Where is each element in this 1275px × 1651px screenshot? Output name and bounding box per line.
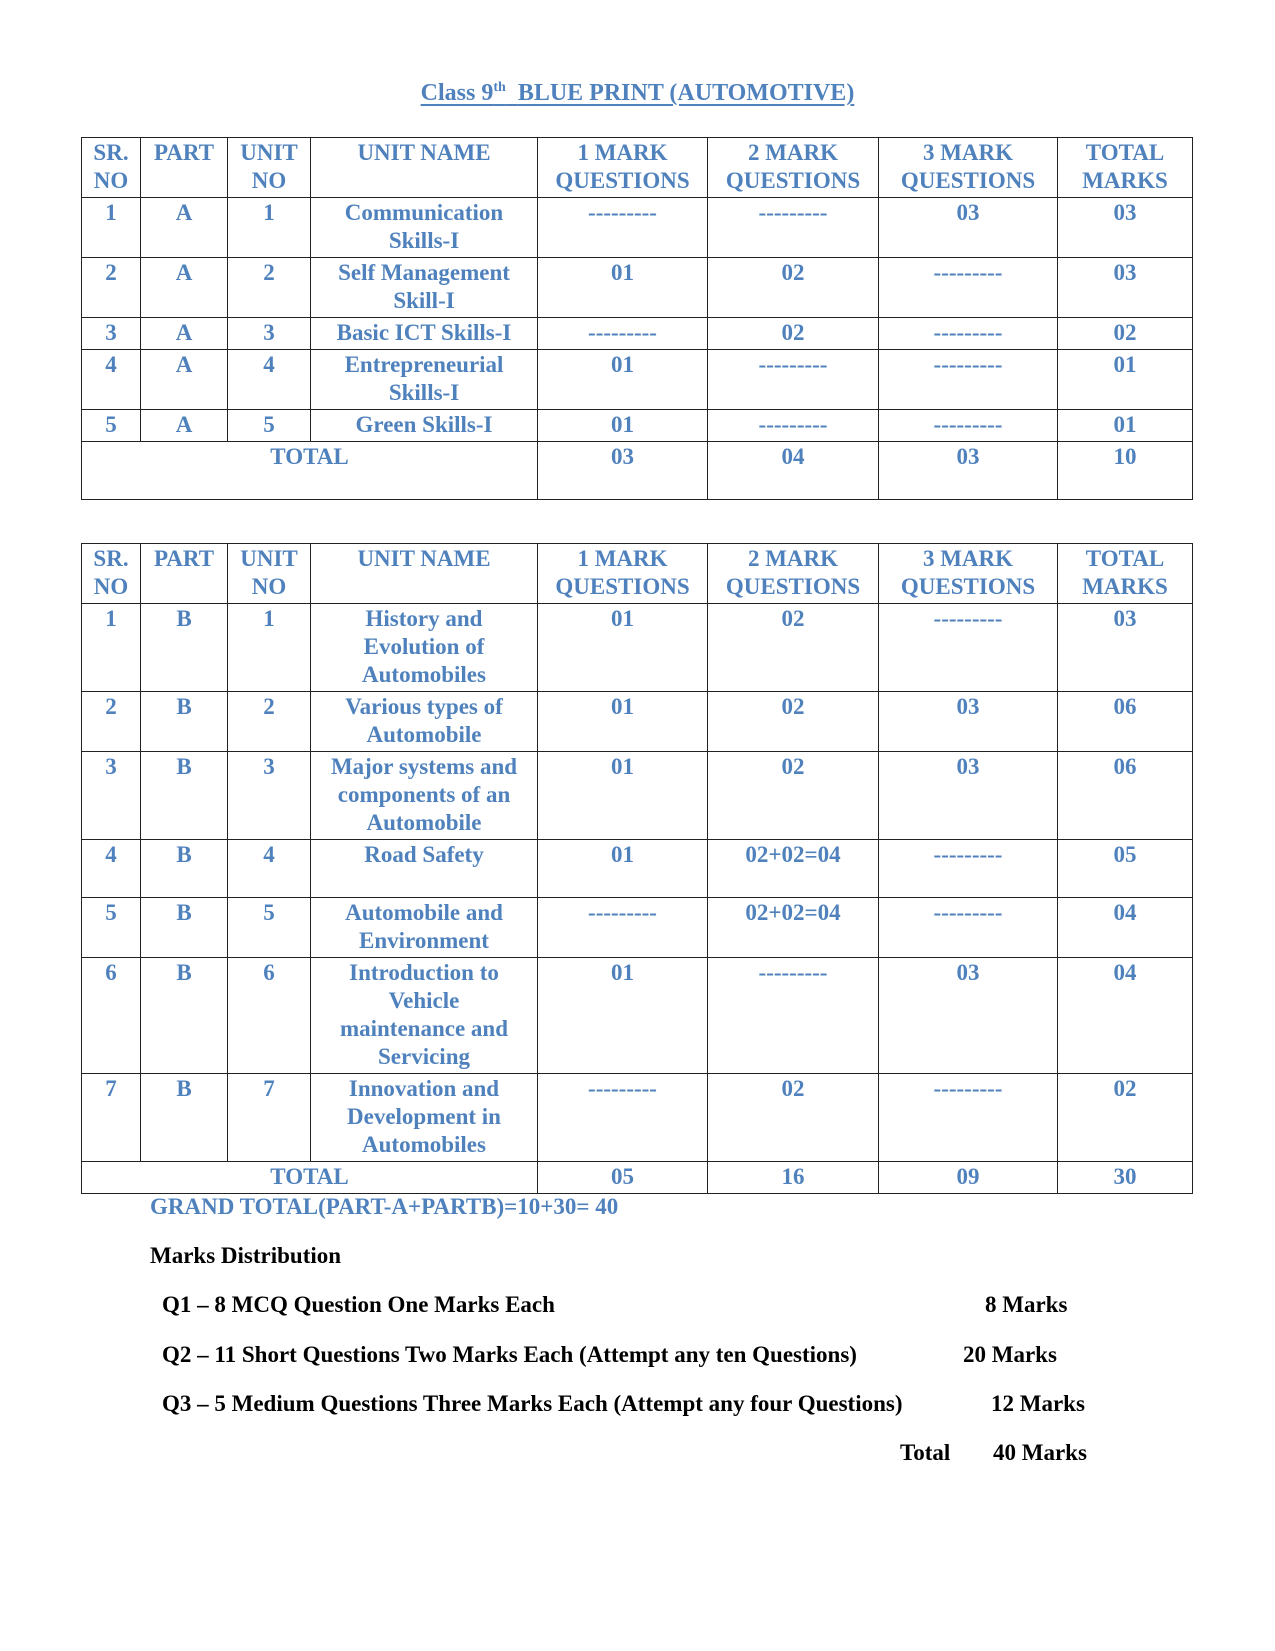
header-3-mark — [879, 544, 1058, 604]
total-label-cell: TOTAL — [82, 442, 538, 500]
total-one-mark-cell: 05 — [538, 1162, 708, 1194]
q3-marks: 12 Marks — [991, 1391, 1085, 1416]
total-marks-cell: 03 — [1058, 604, 1193, 692]
part-a-body — [82, 138, 1193, 500]
cell-line: QUESTIONS — [725, 168, 861, 193]
cell-line: TOTAL — [1085, 140, 1165, 165]
cell-line: Entrepreneurial — [344, 352, 504, 377]
header-row — [82, 544, 1193, 604]
cell-line: components of an — [337, 782, 511, 807]
cell-line: 1 MARK — [577, 140, 668, 165]
part-cell: A — [141, 350, 228, 410]
table-row — [82, 198, 1193, 258]
unit-no-cell: 3 — [228, 752, 311, 840]
page-title — [0, 80, 1275, 107]
part-b-body — [82, 544, 1193, 1194]
two-mark-cell: 02 — [708, 1074, 879, 1162]
header-total-marks — [1058, 544, 1193, 604]
unit-no-cell: 5 — [228, 410, 311, 442]
three-mark-cell: 03 — [879, 198, 1058, 258]
unit-name-cell — [311, 840, 538, 898]
total-label-cell: TOTAL — [82, 1162, 538, 1194]
table-row — [82, 258, 1193, 318]
sr-no-cell: 1 — [82, 198, 141, 258]
cell-line: Green Skills-I — [355, 412, 493, 437]
unit-no-cell: 2 — [228, 692, 311, 752]
title-superscript: th — [493, 80, 506, 95]
one-mark-cell: --------- — [538, 318, 708, 350]
cell-line: Development in — [347, 1104, 501, 1129]
part-cell: B — [141, 752, 228, 840]
total-marks-sum-cell: 10 — [1058, 442, 1193, 500]
cell-line: 2 MARK — [747, 546, 839, 571]
unit-name-cell — [311, 604, 538, 692]
total-marks-cell: 01 — [1058, 350, 1193, 410]
three-mark-cell: --------- — [879, 350, 1058, 410]
sr-no-cell: 7 — [82, 1074, 141, 1162]
cell-line: Introduction to — [349, 960, 499, 985]
unit-name-cell — [311, 318, 538, 350]
one-mark-cell: 01 — [538, 258, 708, 318]
total-label: Total — [900, 1440, 951, 1465]
part-a-table — [81, 137, 1193, 500]
unit-name-cell — [311, 410, 538, 442]
cell-line: QUESTIONS — [555, 574, 690, 599]
header-part: PART — [141, 544, 228, 604]
cell-line: NO — [251, 574, 287, 599]
cell-line: Skills-I — [388, 380, 460, 405]
total-marks-sum-cell: 30 — [1058, 1162, 1193, 1194]
header-sr-no — [82, 544, 141, 604]
total-marks-cell: 04 — [1058, 898, 1193, 958]
two-mark-cell: 02+02=04 — [708, 840, 879, 898]
cell-line: 3 MARK — [922, 546, 1014, 571]
two-mark-cell: --------- — [708, 350, 879, 410]
part-cell: A — [141, 198, 228, 258]
sr-no-cell: 2 — [82, 258, 141, 318]
total-three-mark-cell: 09 — [879, 1162, 1058, 1194]
one-mark-cell: --------- — [538, 898, 708, 958]
cell-line: Servicing — [378, 1044, 470, 1069]
sr-no-cell: 5 — [82, 410, 141, 442]
unit-no-cell: 4 — [228, 840, 311, 898]
three-mark-cell: --------- — [879, 898, 1058, 958]
cell-line: UNIT — [240, 140, 298, 165]
part-cell: B — [141, 604, 228, 692]
total-marks-cell: 06 — [1058, 752, 1193, 840]
part-cell: B — [141, 958, 228, 1074]
three-mark-cell: 03 — [879, 692, 1058, 752]
sr-no-cell: 5 — [82, 898, 141, 958]
three-mark-cell: 03 — [879, 752, 1058, 840]
three-mark-cell: --------- — [879, 258, 1058, 318]
one-mark-cell: 01 — [538, 692, 708, 752]
unit-name-cell — [311, 1074, 538, 1162]
total-marks-cell: 02 — [1058, 1074, 1193, 1162]
three-mark-cell: --------- — [879, 604, 1058, 692]
unit-name-cell — [311, 898, 538, 958]
one-mark-cell: 01 — [538, 958, 708, 1074]
title-prefix: Class 9 — [420, 80, 494, 106]
total-two-mark-cell: 16 — [708, 1162, 879, 1194]
marks-distribution-heading: Marks Distribution — [150, 1243, 342, 1268]
q1-text: Q1 – 8 MCQ Question One Marks Each — [162, 1292, 555, 1317]
header-unit-no — [228, 544, 311, 604]
total-marks: 40 Marks — [993, 1440, 1087, 1465]
two-mark-cell: --------- — [708, 958, 879, 1074]
unit-no-cell: 3 — [228, 318, 311, 350]
table-row — [82, 410, 1193, 442]
two-mark-cell: 02 — [708, 604, 879, 692]
two-mark-cell: --------- — [708, 198, 879, 258]
two-mark-cell: 02 — [708, 752, 879, 840]
header-2-mark — [708, 544, 879, 604]
table-row — [82, 752, 1193, 840]
cell-line: Evolution of — [363, 634, 485, 659]
unit-name-cell — [311, 198, 538, 258]
one-mark-cell: --------- — [538, 198, 708, 258]
one-mark-cell: 01 — [538, 604, 708, 692]
total-two-mark-cell: 04 — [708, 442, 879, 500]
cell-line: Road Safety — [364, 842, 484, 867]
sr-no-cell: 2 — [82, 692, 141, 752]
q1-marks: 8 Marks — [985, 1292, 1068, 1317]
total-one-mark-cell: 03 — [538, 442, 708, 500]
part-cell: B — [141, 692, 228, 752]
header-sr-no — [82, 138, 141, 198]
cell-line: Automobiles — [362, 662, 486, 687]
cell-line: Innovation and — [348, 1076, 500, 1101]
cell-line: 3 MARK — [922, 140, 1014, 165]
table-row — [82, 958, 1193, 1074]
header-1-mark — [538, 138, 708, 198]
total-marks-cell: 05 — [1058, 840, 1193, 898]
total-three-mark-cell: 03 — [879, 442, 1058, 500]
two-mark-cell: 02 — [708, 318, 879, 350]
total-row — [82, 1162, 1193, 1194]
part-cell: A — [141, 410, 228, 442]
table-row — [82, 692, 1193, 752]
grand-total: GRAND TOTAL(PART-A+PARTB)=10+30= 40 — [150, 1194, 619, 1219]
part-cell: B — [141, 898, 228, 958]
cell-line: 2 MARK — [747, 140, 839, 165]
sr-no-cell: 3 — [82, 318, 141, 350]
header-unit-name: UNIT NAME — [311, 544, 538, 604]
part-b-table — [81, 543, 1193, 1194]
table-row — [82, 1074, 1193, 1162]
cell-line: Skills-I — [388, 228, 460, 253]
unit-no-cell: 1 — [228, 604, 311, 692]
unit-name-cell — [311, 692, 538, 752]
total-marks-cell: 03 — [1058, 258, 1193, 318]
sr-no-cell: 4 — [82, 350, 141, 410]
table-row — [82, 604, 1193, 692]
total-marks-cell: 01 — [1058, 410, 1193, 442]
unit-name-cell — [311, 350, 538, 410]
header-total-marks — [1058, 138, 1193, 198]
cell-line: Major systems and — [330, 754, 518, 779]
cell-line: NO — [251, 168, 287, 193]
header-part: PART — [141, 138, 228, 198]
one-mark-cell: 01 — [538, 350, 708, 410]
header-unit-name: UNIT NAME — [311, 138, 538, 198]
cell-line: Automobile — [366, 722, 482, 747]
one-mark-cell: 01 — [538, 410, 708, 442]
part-cell: B — [141, 840, 228, 898]
unit-no-cell: 1 — [228, 198, 311, 258]
cell-line: QUESTIONS — [555, 168, 690, 193]
total-marks-cell: 02 — [1058, 318, 1193, 350]
header-row — [82, 138, 1193, 198]
sr-no-cell: 6 — [82, 958, 141, 1074]
unit-name-cell — [311, 258, 538, 318]
part-cell: A — [141, 318, 228, 350]
cell-line: Automobiles — [362, 1132, 486, 1157]
cell-line: TOTAL — [1085, 546, 1165, 571]
cell-line: UNIT — [240, 546, 298, 571]
cell-line: Vehicle — [388, 988, 460, 1013]
cell-line: Communication — [344, 200, 504, 225]
total-marks-cell: 03 — [1058, 198, 1193, 258]
three-mark-cell: 03 — [879, 958, 1058, 1074]
unit-name-cell — [311, 958, 538, 1074]
two-mark-cell: 02+02=04 — [708, 898, 879, 958]
header-2-mark — [708, 138, 879, 198]
one-mark-cell: --------- — [538, 1074, 708, 1162]
q3-text: Q3 – 5 Medium Questions Three Marks Each (Attempt any four Questions) — [162, 1391, 903, 1416]
q2-text: Q2 – 11 Short Questions Two Marks Each (Attempt any ten Questions) — [162, 1342, 857, 1367]
two-mark-cell: 02 — [708, 258, 879, 318]
total-marks-cell: 04 — [1058, 958, 1193, 1074]
unit-no-cell: 6 — [228, 958, 311, 1074]
three-mark-cell: --------- — [879, 410, 1058, 442]
header-3-mark — [879, 138, 1058, 198]
cell-line: QUESTIONS — [900, 574, 1036, 599]
unit-no-cell: 2 — [228, 258, 311, 318]
total-row — [82, 442, 1193, 500]
cell-line: Self Management — [338, 260, 510, 285]
cell-line: Skill-I — [393, 288, 455, 313]
sr-no-cell: 3 — [82, 752, 141, 840]
unit-no-cell: 4 — [228, 350, 311, 410]
cell-line: MARKS — [1082, 168, 1168, 193]
cell-line: NO — [93, 574, 129, 599]
table-row — [82, 318, 1193, 350]
one-mark-cell: 01 — [538, 840, 708, 898]
cell-line: Basic ICT Skills-I — [336, 320, 512, 345]
q2-marks: 20 Marks — [963, 1342, 1057, 1367]
header-unit-no — [228, 138, 311, 198]
sr-no-cell: 4 — [82, 840, 141, 898]
table-row — [82, 350, 1193, 410]
cell-line: QUESTIONS — [725, 574, 861, 599]
title-rest: BLUE PRINT (AUTOMOTIVE) — [517, 80, 855, 106]
cell-line: SR. — [93, 546, 129, 571]
cell-line: History and — [365, 606, 483, 631]
cell-line: QUESTIONS — [900, 168, 1036, 193]
one-mark-cell: 01 — [538, 752, 708, 840]
sr-no-cell: 1 — [82, 604, 141, 692]
unit-no-cell: 5 — [228, 898, 311, 958]
total-marks-cell: 06 — [1058, 692, 1193, 752]
table-row — [82, 898, 1193, 958]
part-cell: A — [141, 258, 228, 318]
cell-line: Automobile — [366, 810, 482, 835]
cell-line: NO — [93, 168, 129, 193]
three-mark-cell: --------- — [879, 840, 1058, 898]
cell-line: Automobile and — [345, 900, 503, 925]
three-mark-cell: --------- — [879, 1074, 1058, 1162]
part-cell: B — [141, 1074, 228, 1162]
two-mark-cell: --------- — [708, 410, 879, 442]
table-row — [82, 840, 1193, 898]
three-mark-cell: --------- — [879, 318, 1058, 350]
cell-line: Various types of — [345, 694, 503, 719]
cell-line: 1 MARK — [577, 546, 668, 571]
cell-line: MARKS — [1082, 574, 1168, 599]
unit-no-cell: 7 — [228, 1074, 311, 1162]
cell-line: SR. — [93, 140, 129, 165]
cell-line: Environment — [359, 928, 489, 953]
unit-name-cell — [311, 752, 538, 840]
header-1-mark — [538, 544, 708, 604]
cell-line: maintenance and — [339, 1016, 509, 1041]
two-mark-cell: 02 — [708, 692, 879, 752]
